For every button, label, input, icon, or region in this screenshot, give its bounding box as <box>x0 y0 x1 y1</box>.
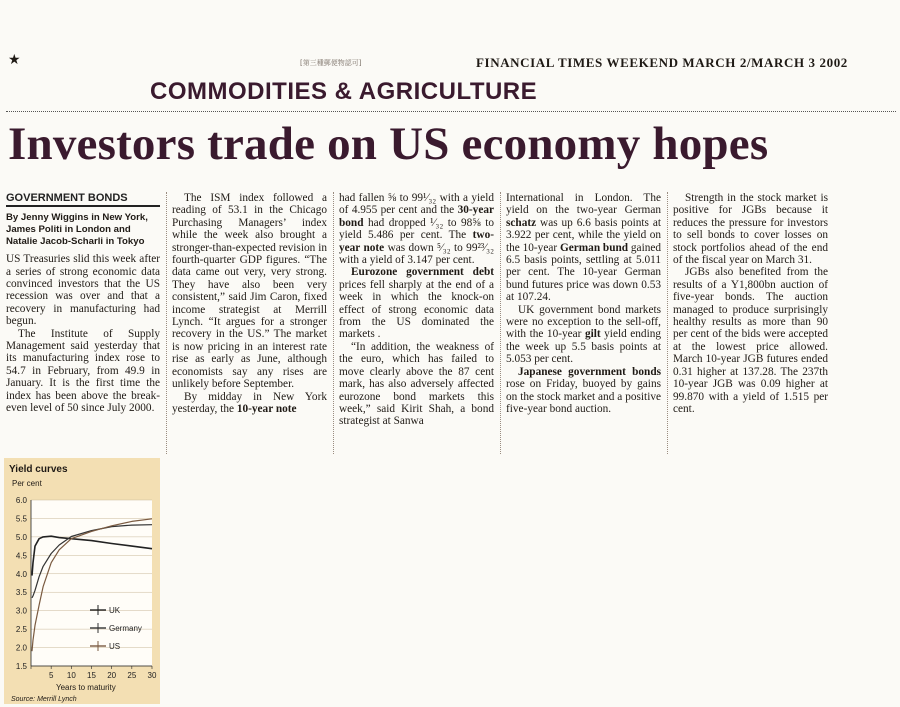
paragraph: The ISM index followed a reading of 53.1 in the Chicago Purchasing Managers’ index while the week also brought a stronger-than-expected revision in fourth-quarter GDP figures. “The data came out very, very strong. They have also been very consistent,” said Jim Caron, fixed income strategist at Merrill Lynch. “It argues for a stronger recovery in the US.” The market is now pricing in an interest rate rise as early as June, although economists say any rises are unlikely before September. <box>172 192 327 391</box>
postal-stamp-text: [第三種郵便物認可] <box>300 59 362 67</box>
text-run: International in London. The yield on the two-year German <box>506 192 661 217</box>
article-column-5 <box>673 192 828 454</box>
text-run: had dropped ¹⁄₃₂ to 98⅝ to yield 5.486 per cent. The <box>339 216 494 242</box>
x-tick-label: 10 <box>66 671 76 680</box>
text-run: rose on Friday, buoyed by gains on the stock market and a positive five-year bond auction. <box>506 378 661 415</box>
legend-label: Germany <box>109 624 142 633</box>
chart-source: Source: Merrill Lynch <box>11 696 77 703</box>
bond-name: gilt <box>584 328 601 341</box>
text-run: yield ending the week up 5.5 basis points at 5.053 per cent. <box>506 328 661 366</box>
column-divider <box>333 192 334 454</box>
paragraph <box>506 192 661 304</box>
x-tick-label: 5 <box>48 671 54 680</box>
paragraph <box>506 304 661 366</box>
article-column-1 <box>6 192 160 452</box>
y-tick-label: 5.0 <box>15 532 27 542</box>
bond-name: Eurozone government debt <box>351 266 494 279</box>
x-tick-label: 20 <box>107 671 117 680</box>
legend-label: UK <box>109 606 121 615</box>
text-run: prices fell sharply at the end of a week in which the knock-on effect of strong economic data from the US dominated the markets . <box>339 278 494 341</box>
paragraph: “In addition, the weakness of the euro, which has failed to move clearly above the 87 cent mark, has also adversely affected eurozone bond markets this week,” said Kirit Shah, a bond strategist at Sanwa <box>339 340 494 428</box>
chart-title: Yield curves <box>9 464 68 475</box>
bond-name: schatz <box>506 216 537 229</box>
bond-name: Japanese government bonds <box>518 365 661 378</box>
paragraph: The Institute of Supply Management said yesterday that its manufacturing index rose to 54.7 in February, from 49.9 in January. It is the first time the index has been above the break-even level of 50 since July 2000. <box>6 327 160 415</box>
paragraph <box>172 391 327 416</box>
column-divider <box>667 192 668 454</box>
headline: Investors trade on US economy hopes <box>8 118 769 170</box>
yield-curve-chart <box>4 458 160 704</box>
text-run: UK government bond markets were no exception to the sell-off, with the 10-year <box>506 303 661 341</box>
kicker: GOVERNMENT BONDS <box>6 192 160 207</box>
y-tick-label: 4.5 <box>15 551 27 561</box>
text-run: By midday in New York yesterday, the <box>172 390 327 415</box>
paragraph: US Treasuries slid this week after a series of strong economic data convinced investors that the US recession was over and that a recovery in manufacturing had begun. <box>6 253 160 328</box>
paragraph <box>339 192 494 266</box>
section-title: COMMODITIES & AGRICULTURE <box>150 78 538 105</box>
y-tick-label: 2.5 <box>15 625 27 635</box>
y-tick-label: 6.0 <box>15 496 27 505</box>
star-mark: ★ <box>8 53 21 68</box>
column-divider <box>166 192 167 454</box>
paragraph <box>339 266 494 340</box>
text-run: gained 6.5 basis points, settling at 5.011 per cent. The 10-year German bund futures price was down 0.53 at 107.24. <box>506 241 661 304</box>
article-column-2 <box>172 192 327 454</box>
text-run: had fallen ⅝ to 99¹⁄₃₂ with a yield of 4.955 per cent and the <box>339 192 494 217</box>
article-column-4 <box>506 192 661 454</box>
divider-rule <box>6 111 896 112</box>
chart-canvas <box>4 458 160 704</box>
bond-name: 30-year bond <box>339 204 494 229</box>
text-run: was up 6.6 basis points at 3.922 per cent, while the yield on the 10-year <box>506 216 661 254</box>
chart-x-axis-label: Years to maturity <box>56 683 116 692</box>
y-tick-label: 3.5 <box>15 588 27 598</box>
x-tick-label: 30 <box>147 671 157 680</box>
x-tick-label: 25 <box>127 671 137 680</box>
y-tick-label: 5.5 <box>15 514 27 524</box>
text-run: was down ⁵⁄₃₂ to 99²³⁄₃₂ with a yield of 3.147 per cent. <box>339 241 494 267</box>
legend-label: US <box>109 642 121 651</box>
y-tick-label: 2.0 <box>15 643 27 653</box>
paragraph: JGBs also benefited from the results of a Y1,800bn auction of five-year bonds. The auction managed to produce surprisingly healthy results as more than 90 per cent of the bids were accepted at the lowest price allowed. March 10-year JGB futures ended 0.31 higher at 137.28. The 237th 10-year JGB was 0.09 higher at 99.870 with a yield of 1.515 per cent. <box>673 266 828 415</box>
y-tick-label: 1.5 <box>15 662 27 671</box>
bond-name: two-year note <box>339 229 494 254</box>
x-tick-label: 15 <box>87 671 96 680</box>
paragraph: Strength in the stock market is positive for JGBs because it reduces the pressure for investors to sell bonds to cover losses on stock portfolios ahead of the end of the fiscal year on March 31. <box>673 192 828 267</box>
bond-name: German bund <box>559 241 629 254</box>
column-divider <box>500 192 501 454</box>
y-tick-label: 4.0 <box>15 569 27 579</box>
bond-name: 10-year note <box>236 402 297 415</box>
masthead: FINANCIAL TIMES WEEKEND MARCH 2/MARCH 3 2002 <box>476 55 848 70</box>
byline: By Jenny Wiggins in New York, James Politi in London and Natalie Jacob-Scharli in Tokyo <box>6 212 148 247</box>
y-tick-label: 3.0 <box>15 606 27 616</box>
chart-unit-label: Per cent <box>12 479 42 488</box>
article-column-3 <box>339 192 494 454</box>
paragraph <box>506 366 661 416</box>
